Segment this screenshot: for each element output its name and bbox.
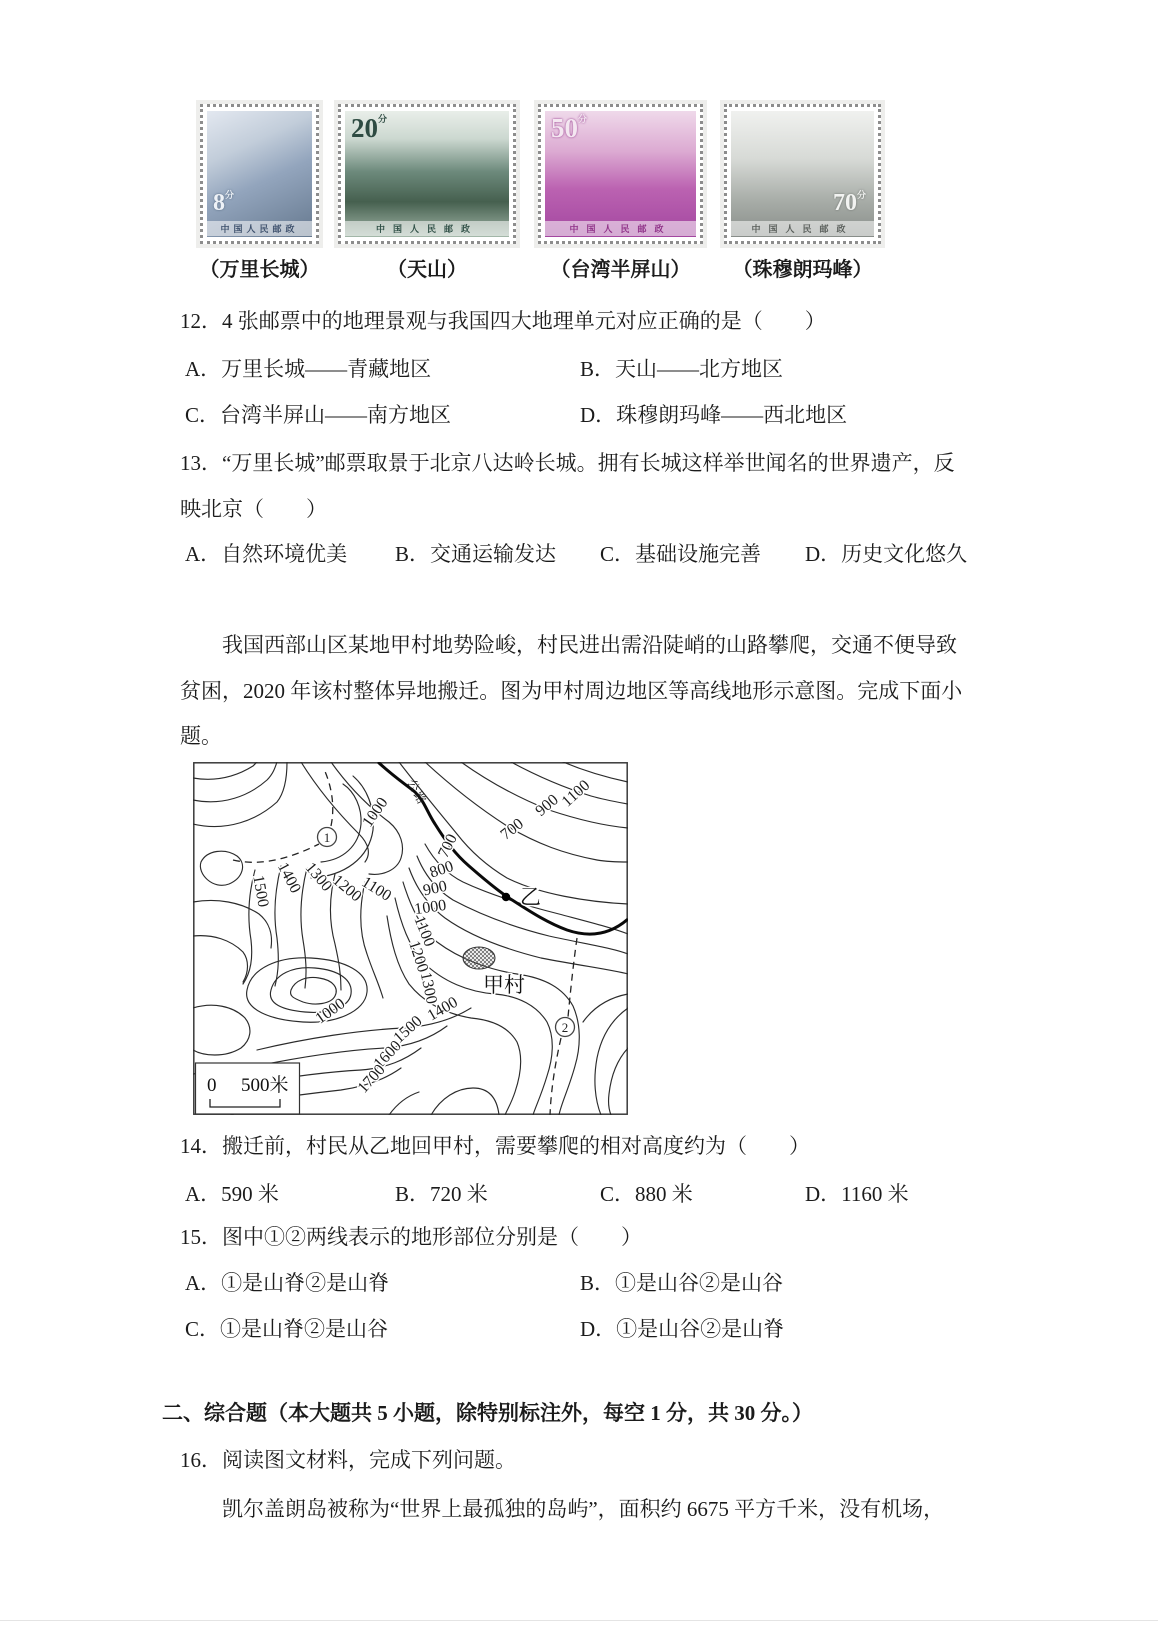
stamp-inscription: 中国人民邮政 <box>345 221 509 236</box>
svg-text:1500: 1500 <box>390 1012 426 1047</box>
stamp-inscription: 中国人民邮政 <box>545 221 696 236</box>
stamp-paper <box>538 104 703 244</box>
q13-stem-line1: 13．“万里长城”邮票取景于北京八达岭长城。拥有长城这样举世闻名的世界遗产，反 <box>180 451 955 475</box>
marker-1 <box>318 828 337 847</box>
svg-text:1700: 1700 <box>354 1061 389 1097</box>
svg-text:1100: 1100 <box>410 913 438 950</box>
svg-text:1400: 1400 <box>424 993 461 1025</box>
scale-distance: 500米 <box>241 1075 289 1096</box>
point-yi-dot <box>502 893 510 901</box>
svg-text:900: 900 <box>421 877 449 900</box>
q13-stem-line2: 映北京（ ） <box>180 497 327 521</box>
village-label: 甲村 <box>483 973 525 997</box>
stamp-caption: （台湾半屏山） <box>550 259 691 281</box>
point-yi-label: 乙 <box>520 885 541 909</box>
svg-text:1500: 1500 <box>249 873 272 909</box>
svg-text:2: 2 <box>561 1020 569 1035</box>
stamp-caption: （珠穆朗玛峰） <box>732 259 873 281</box>
q16-passage-line1: 凯尔盖朗岛被称为“世界上最孤独的岛屿”，面积约 6675 平方千米，没有机场， <box>222 1497 945 1521</box>
q16-stem: 16．阅读图文材料，完成下列问题。 <box>180 1448 516 1472</box>
stamp-great-wall <box>196 100 323 282</box>
q14-option-d: D．1160 米 <box>805 1182 909 1206</box>
svg-text:1: 1 <box>323 830 331 845</box>
passage-line2: 贫困，2020 年该村整体异地搬迁。图为甲村周边地区等高线地形示意图。完成下面小 <box>180 679 963 703</box>
q15-option-a: A．①是山脊②是山脊 <box>185 1271 390 1295</box>
q15-option-b: B．①是山谷②是山谷 <box>580 1271 784 1295</box>
stamp-inscription: 中国人民邮政 <box>731 221 874 236</box>
q15-option-c: C．①是山脊②是山谷 <box>185 1317 389 1341</box>
q15-option-d: D．①是山谷②是山脊 <box>580 1317 785 1341</box>
q14-option-c: C．880 米 <box>600 1182 693 1206</box>
stamp-paper <box>338 104 516 244</box>
stamp-paper <box>200 104 319 244</box>
stamp-art <box>345 111 509 237</box>
svg-text:700: 700 <box>497 815 527 844</box>
q12-option-c: C．台湾半屏山——南方地区 <box>185 403 452 427</box>
svg-text:1400: 1400 <box>273 859 304 897</box>
q14-stem: 14．搬迁前，村民从乙地回甲村，需要攀爬的相对高度约为（ ） <box>180 1134 810 1158</box>
q12-option-d: D．珠穆朗玛峰——西北地区 <box>580 403 848 427</box>
svg-text:1100: 1100 <box>558 776 594 811</box>
stamp-everest <box>720 100 885 282</box>
stamp-paper <box>724 104 881 244</box>
stamp-art <box>545 111 696 237</box>
passage-line3: 题。 <box>180 724 222 748</box>
stamp-photo <box>334 100 520 248</box>
stamp-photo <box>720 100 885 248</box>
stamp-taiwan-banpingshan <box>534 100 707 282</box>
stamp-photo <box>534 100 707 248</box>
stamp-denomination: $20^分$ <box>351 113 388 143</box>
stamp-denomination: $70^分$ <box>832 190 866 216</box>
scale-zero: 0 <box>207 1075 217 1096</box>
q13-option-d: D．历史文化悠久 <box>805 542 968 566</box>
contour-map-figure <box>193 762 628 1115</box>
stamp-tianshan <box>334 100 520 282</box>
scale-bar <box>196 1063 300 1114</box>
svg-text:1000: 1000 <box>359 794 392 831</box>
page-bottom-rule <box>0 1620 1158 1621</box>
q14-option-b: B．720 米 <box>395 1182 488 1206</box>
svg-text:1000: 1000 <box>413 896 448 919</box>
svg-text:700: 700 <box>435 831 461 861</box>
village-symbol <box>463 947 495 969</box>
stamp-art <box>207 111 312 237</box>
marker-2 <box>556 1018 575 1037</box>
stamp-denomination: $50^分$ <box>551 113 588 143</box>
q12-option-b: B．天山——北方地区 <box>580 357 784 381</box>
svg-text:1300: 1300 <box>301 859 336 895</box>
svg-text:1000: 1000 <box>312 995 349 1028</box>
q13-option-a: A．自然环境优美 <box>185 542 348 566</box>
stamp-inscription: 中国人民邮政 <box>207 221 312 236</box>
svg-text:900: 900 <box>532 791 562 820</box>
road-label: 公路 <box>404 776 430 809</box>
stamp-caption: （天山） <box>387 259 467 281</box>
q12-option-a: A．万里长城——青藏地区 <box>185 357 432 381</box>
stamp-art <box>731 111 874 237</box>
stamp-denomination: $8^分$ <box>213 190 235 216</box>
passage-line1: 我国西部山区某地甲村地势险峻，村民进出需沿陡峭的山路攀爬，交通不便导致 <box>222 633 957 657</box>
svg-text:800: 800 <box>427 857 456 882</box>
svg-text:1200: 1200 <box>329 871 365 906</box>
stamp-photo <box>196 100 323 248</box>
q12-stem: 12．4 张邮票中的地理景观与我国四大地理单元对应正确的是（ ） <box>180 309 826 333</box>
section-two-header: 二、综合题（本大题共 5 小题，除特别标注外，每空 1 分，共 30 分。） <box>162 1401 813 1425</box>
svg-text:1300: 1300 <box>416 970 441 1006</box>
q13-option-b: B．交通运输发达 <box>395 542 557 566</box>
q13-option-c: C．基础设施完善 <box>600 542 762 566</box>
q14-option-a: A．590 米 <box>185 1182 279 1206</box>
q15-stem: 15．图中①②两线表示的地形部位分别是（ ） <box>180 1225 642 1249</box>
svg-text:1200: 1200 <box>405 938 432 975</box>
svg-text:1100: 1100 <box>358 873 395 905</box>
svg-text:1600: 1600 <box>370 1037 405 1073</box>
stamp-caption: （万里长城） <box>199 259 320 281</box>
